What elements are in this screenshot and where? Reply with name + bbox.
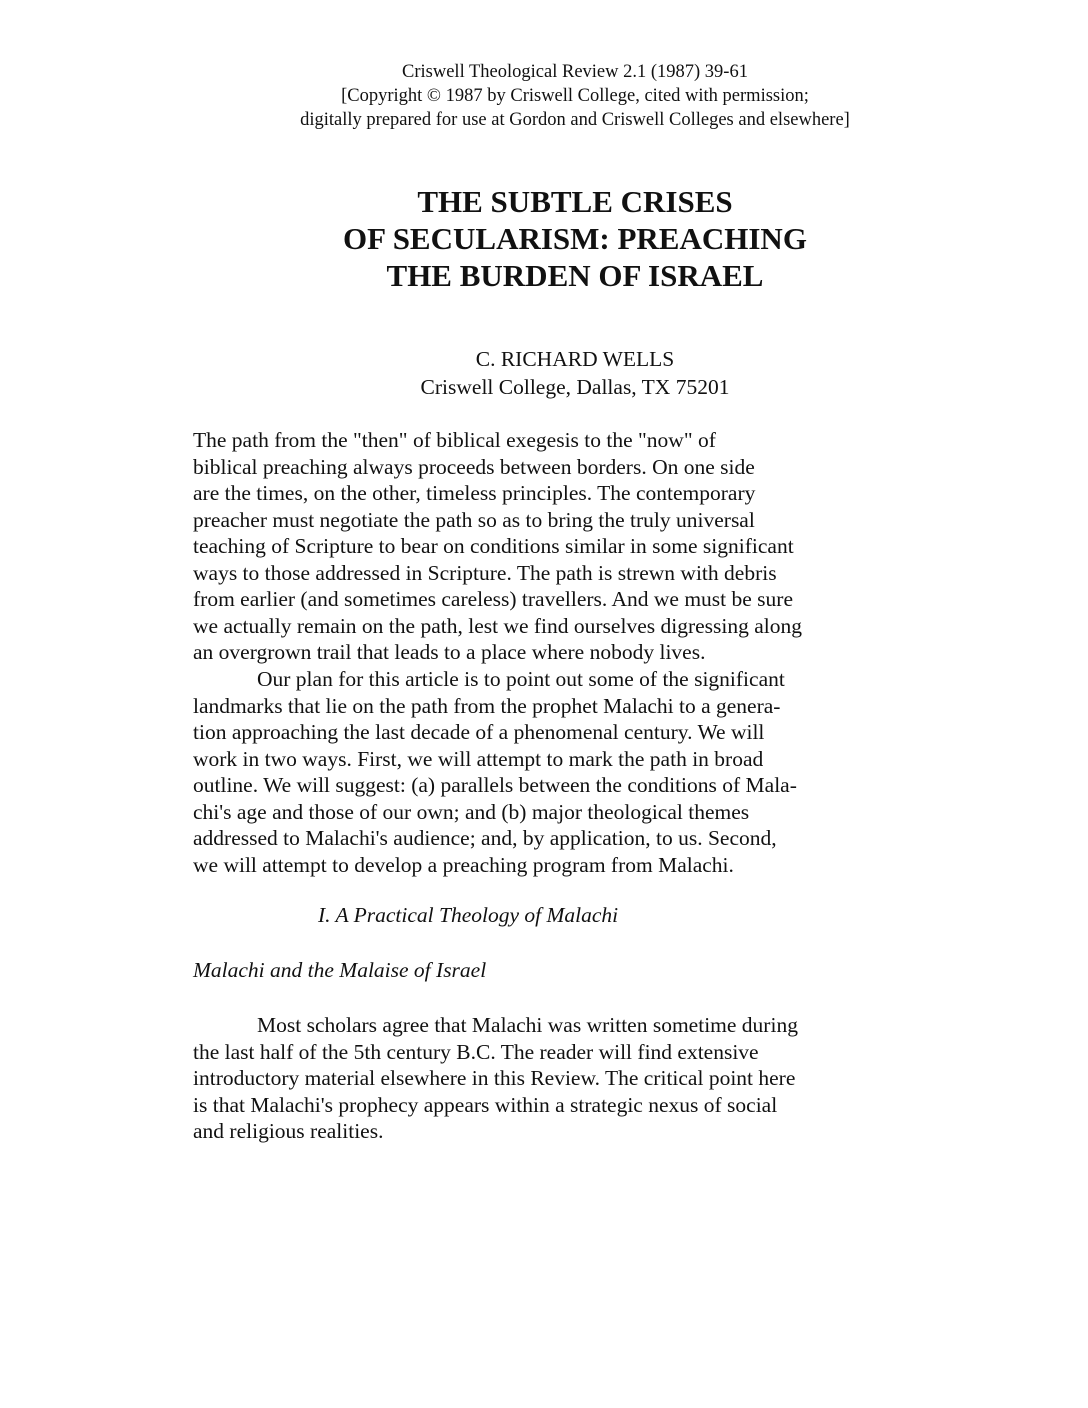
paragraph-line: introductory material elsewhere in this Review. The critical point here: [193, 1066, 796, 1090]
author-name: C. RICHARD WELLS: [475, 347, 675, 371]
paragraph-line: outline. We will suggest: (a) parallels between the conditions of Mala-: [193, 773, 797, 797]
copyright-notice: [Copyright © 1987 by Criswell College, cited with permission;: [341, 86, 809, 106]
paragraph-line: we will attempt to develop a preaching program from Malachi.: [193, 852, 734, 877]
digital-preparation-note: digitally prepared for use at Gordon and Criswell Colleges and elsewhere]: [300, 110, 850, 130]
paragraph-line: Our plan for this article is to point out some of the significant: [257, 667, 785, 691]
paragraph-line: an overgrown trail that leads to a place where nobody lives.: [193, 640, 706, 664]
paragraph-line: are the times, on the other, timeless principles. The contemporary: [193, 481, 756, 505]
title-line: THE BURDEN OF ISRAEL: [386, 258, 764, 293]
paragraph-line: from earlier (and sometimes careless) travellers. And we must be sure: [193, 587, 793, 611]
author-block: [380, 345, 770, 401]
subsection-heading: Malachi and the Malaise of Israel: [193, 958, 487, 982]
title-line: THE SUBTLE CRISES: [417, 184, 733, 219]
title-line: OF SECULARISM: PREACHING: [343, 221, 807, 256]
author-affiliation: Criswell College, Dallas, TX 75201: [420, 375, 730, 399]
journal-header: [260, 60, 890, 132]
paragraph-line: The path from the "then" of biblical exegesis to the "now" of: [193, 428, 716, 452]
paragraph-line: ways to those addressed in Scripture. The path is strewn with debris: [193, 560, 777, 585]
body-paragraph: [193, 666, 863, 878]
paragraph-line: addressed to Malachi's audience; and, by application, to us. Second,: [193, 826, 777, 850]
article-title: [280, 183, 870, 294]
paragraph-line: is that Malachi's prophecy appears within a strategic nexus of social: [193, 1092, 778, 1117]
paragraph-line: we actually remain on the path, lest we find ourselves digressing along: [193, 613, 803, 638]
paragraph-line: the last half of the 5th century B.C. The reader will find extensive: [193, 1039, 759, 1064]
body-paragraph: [193, 427, 863, 666]
paragraph-line: and religious realities.: [193, 1119, 384, 1143]
paragraph-line: Most scholars agree that Malachi was written sometime during: [257, 1013, 798, 1037]
journal-citation: Criswell Theological Review 2.1 (1987) 39-61: [402, 62, 748, 82]
paragraph-line: preacher must negotiate the path so as to bring the truly universal: [193, 507, 755, 532]
section-heading: I. A Practical Theology of Malachi: [318, 903, 619, 927]
paragraph-line: teaching of Scripture to bear on conditions similar in some significant: [193, 534, 794, 558]
paragraph-line: chi's age and those of our own; and (b) major theological themes: [193, 799, 750, 824]
paragraph-line: tion approaching the last decade of a phenomenal century. We will: [193, 720, 765, 744]
body-paragraph: [193, 1012, 863, 1145]
paragraph-line: work in two ways. First, we will attempt to mark the path in broad: [193, 746, 764, 771]
paragraph-line: landmarks that lie on the path from the prophet Malachi to a genera-: [193, 693, 781, 718]
paragraph-line: biblical preaching always proceeds between borders. On one side: [193, 454, 755, 479]
